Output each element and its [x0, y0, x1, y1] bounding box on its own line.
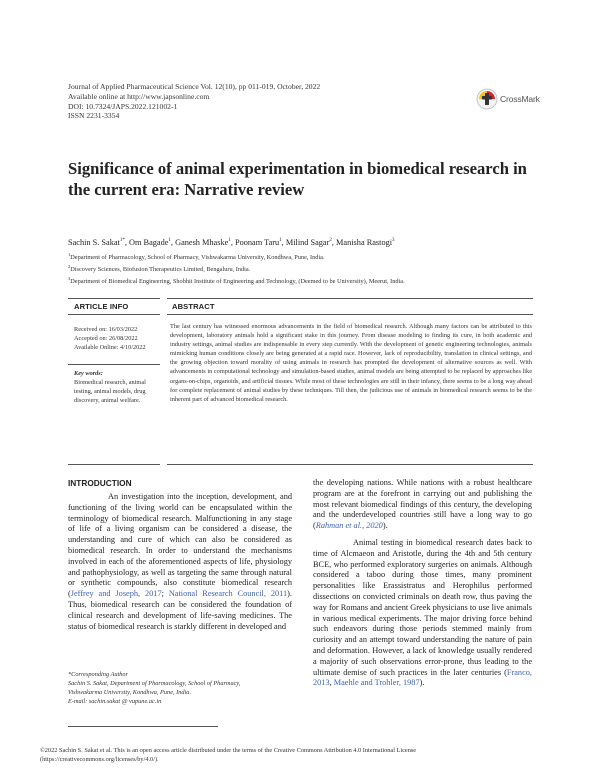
- abstract-top-rule: [167, 298, 533, 299]
- affiliation-sup: 3: [68, 276, 71, 282]
- affiliation: [68, 250, 405, 262]
- keywords-line: testing, animal models, drug: [74, 387, 146, 395]
- citation-separator: ;: [161, 589, 169, 599]
- article-info-top-rule: [68, 298, 160, 299]
- crossmark-badge[interactable]: [476, 88, 540, 110]
- intro-paragraph-3: [313, 538, 532, 689]
- keywords-block: [74, 370, 146, 406]
- author-sup: 1: [228, 238, 231, 244]
- affiliation-text: Department of Biomedical Engineering, Shobhit Institute of Engineering and Technology, (Deemed to be University), Meerut, India.: [70, 278, 405, 286]
- citation-link[interactable]: National Research Council, 2011: [168, 589, 288, 599]
- intro-column-left: [68, 492, 292, 632]
- crossmark-label: CrossMark: [500, 94, 540, 104]
- received-date: Received on: 16/03/2022: [74, 326, 138, 333]
- citation-link[interactable]: Rahman et al., 2020: [315, 521, 383, 531]
- article-title: Significance of animal experimentation in biomedical research in the current era: Narrative review: [68, 159, 527, 199]
- article-info-head-rule: [68, 314, 160, 315]
- author-sup: 2: [329, 238, 332, 244]
- author-sup: 1: [279, 238, 282, 244]
- intro-paragraph-1: [68, 492, 292, 632]
- keywords-heading: Key words:: [74, 370, 103, 377]
- introduction-heading: INTRODUCTION: [68, 478, 132, 488]
- article-info-bottom-rule: [68, 464, 160, 465]
- footnote-author: Sachin S. Sakat, Department of Pharmacology, School of Pharmacy,: [68, 680, 241, 687]
- author-sup: 3: [392, 238, 395, 244]
- abstract-heading: ABSTRACT: [172, 302, 215, 311]
- paragraph-text: the developing nations. While nations with a robust healthcare program are at the forefront in carrying out and publishing the most relevant biomedical findings of this century, the developing and the underdeveloped countries still have a long way to go (: [313, 478, 532, 531]
- license-url[interactable]: (https://creativecommons.org/licenses/by/4.0/).: [40, 756, 159, 763]
- affiliation: [68, 262, 405, 274]
- author: Manisha Rastogi: [336, 238, 393, 247]
- author: Poonam Taru: [234, 238, 280, 247]
- abstract-text: The last century has witnessed enormous advancements in the field of biomedical research. Although many factors can be attributed to this development, laboratory animals hold a significant stake in this journey. From disease modeling to finding its cure, in both academic and industry settings, animal studies are indispensable in every step currently. With the development of genetic engineering technologies, animals mimicking human conditions closely are being generated at a rapid race. However, lack of reproducibility, translation in clinical settings, and the growing objection toward morality of using animals in research has prompted the development of alternative sources as well. With advancements in computational technology and simulation-based studies, animal models are being attempted to be replaced by approaches like organs-on-chips, organoids, and artificial tissues. While most of these technologies are still in their infancy, there seems to be a long way ahead for complete replacement of animal studies by these techniques. Till then, the judicious use of animals in biomedical research seems to be the inherent part of advanced biomedical research.: [170, 323, 532, 403]
- affiliation-text: Department of Pharmacology, School of Pharmacy, Vishwakarma University, Kondhwa, Pune, India.: [70, 254, 325, 262]
- affiliation: [68, 274, 405, 286]
- author: Ganesh Mhaske: [175, 238, 229, 247]
- journal-citation: Journal of Applied Pharmaceutical Science Vol. 12(10), pp 011-019, October, 2022: [68, 82, 321, 91]
- citation-link[interactable]: Franco, 2013: [313, 667, 532, 688]
- author-sup: 1: [168, 238, 171, 244]
- author: Om Bagade: [129, 238, 169, 247]
- affiliation-text: Discovery Sciences, Biofusion Therapeutics Limited, Bengaluru, India.: [70, 266, 251, 274]
- journal-meta: [68, 82, 320, 121]
- doi: DOI: 10.7324/JAPS.2022.121002-1: [68, 101, 178, 111]
- paragraph-text: ).: [382, 521, 388, 531]
- citation-link[interactable]: Jeffrey and Joseph, 2017: [70, 589, 162, 599]
- paragraph-text: Animal testing in biomedical research dates back to time of Alcmaeon and Aristotle, during the 4th and 5th century BCE, who performed exploratory surgeries on animals. Although considered a taboo during those times, many prominent personalities like Erassistratus and Herophilus performed dissections on convicted criminals on death row, thus paving the way for Romans and ancient Greek physicians to use live animals in various medical experiments. The major driving force behind such endeavors during those periods stemmed mainly from curiosity and an attempt toward understanding the nature of pain and deformation. However, a lack of knowledge usually rendered a majority of such observations error-prone, thus leading to the ultimate demise of such practices in the later centuries (: [313, 537, 532, 677]
- article-dates: [74, 326, 146, 353]
- accepted-date: Accepted on: 26/08/2022: [74, 334, 138, 342]
- journal-availability: Available online at http://www.japsonline.com: [68, 91, 210, 101]
- author: Sachin S. Sakat: [68, 238, 120, 247]
- available-date: Available Online: 4/10/2022: [74, 343, 146, 351]
- paragraph-text: ).: [419, 678, 425, 688]
- footnote-address: Vishwakarma University, Kondhwa, Pune, India.: [68, 689, 192, 696]
- citation-separator: ,: [329, 678, 334, 688]
- issn: ISSN 2231-3354: [68, 111, 120, 121]
- author: Milind Sagar: [285, 238, 330, 247]
- intro-paragraph-2: [313, 478, 532, 532]
- corresponding-author-footnote: [68, 670, 240, 706]
- license-notice: [40, 746, 560, 764]
- affiliation-sup: 2: [68, 264, 71, 270]
- keywords-line: discovery, animal welfare.: [74, 396, 141, 404]
- abstract-bottom-rule: [167, 464, 533, 465]
- article-info-mid-rule: [68, 364, 160, 365]
- footnote-bottom-rule: [68, 726, 218, 727]
- paragraph-text: An investigation into the inception, development, and functioning of the living world can be encapsulated within the terminology of biomedical research. Malfunctioning in any stage of life of a living organism can be considered a disease, the understanding and cure of which can also be considered as biomedical research. In order to understand the mechanisms involved in each of the aforementioned aspects of life, physiology and pathophysiology, as well as targeting the same through natural or synthetic compounds, also constitute biomedical research (: [68, 492, 292, 599]
- license-line: ©2022 Sachin S. Sakat et al. This is an open access article distributed under the terms of the Creative Commons Attribution 4.0 International License: [40, 747, 417, 754]
- affiliations: [68, 250, 405, 286]
- footnote-label: *Corresponding Author: [68, 671, 129, 678]
- intro-column-right: [313, 478, 532, 689]
- keywords-line: Biomedical research, animal: [74, 378, 146, 386]
- paragraph-text: ). Thus, biomedical research can be considered the foundation of clinical research and development of life-saving medicines. The status of biomedical research is starkly different in developed and: [68, 589, 292, 631]
- citation-link[interactable]: Maehle and Trohler, 1987: [333, 678, 420, 688]
- author-list: Sachin S. Sakat$^{1*}$, Om Bagade$^1$, Ganesh Mhaske$^1$, Poonam Taru$^1$, Milind Sagar$^2$, Manisha Rastogi$^3$: [68, 238, 395, 247]
- affiliation-sup: 1: [68, 252, 71, 257]
- abstract-head-rule: [167, 314, 533, 315]
- author-sup: 1*: [119, 238, 125, 244]
- crossmark-icon: [476, 88, 498, 110]
- footnote-email[interactable]: E-mail: sachin.sakat @ vupune.ac.in: [68, 698, 162, 705]
- article-info-heading: ARTICLE INFO: [74, 302, 129, 311]
